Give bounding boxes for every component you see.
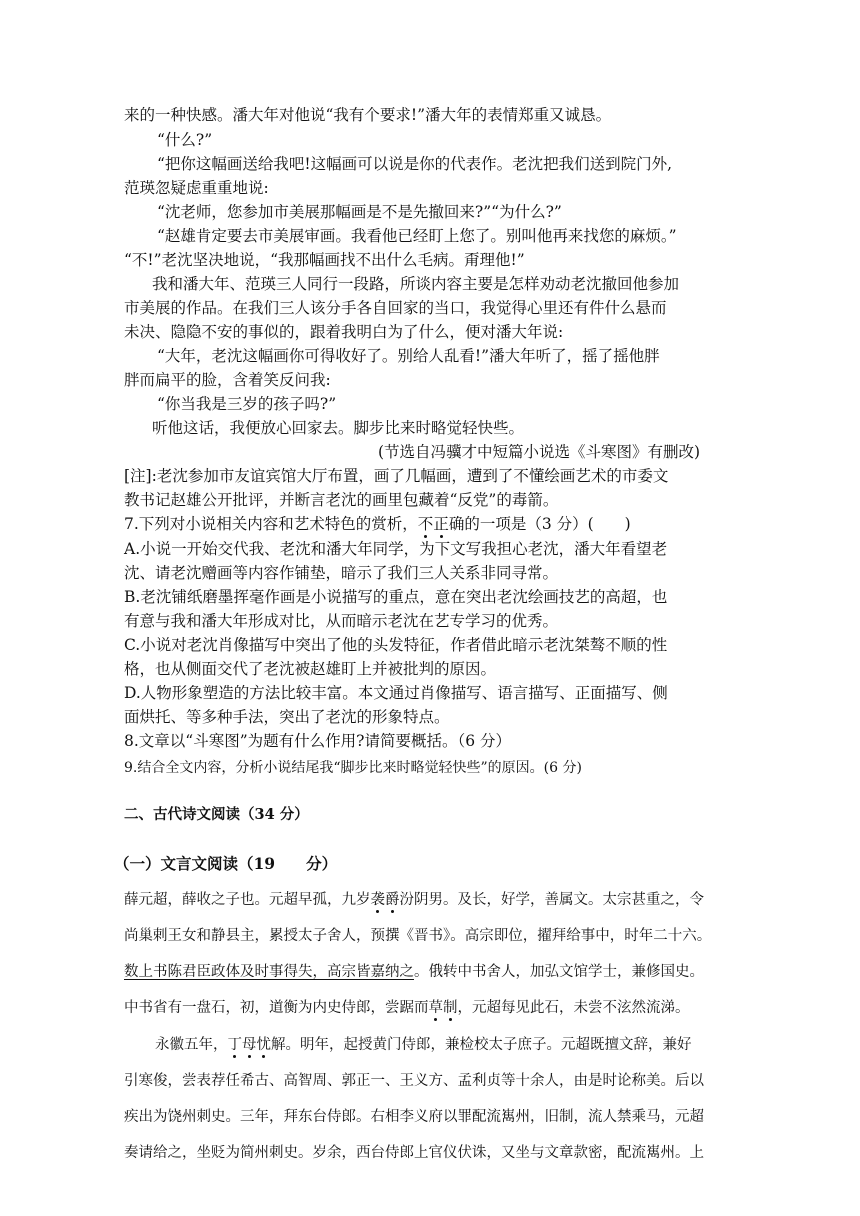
story-line: 市美展的作品。在我们三人该分手各自回家的当口，我觉得心里还有件什么悬而: [124, 299, 667, 317]
story-line: “不!”老沈坚决地说，“我那幅画找不出什么毛病。甭理他!”: [124, 251, 525, 269]
story-line: “沈老师，您参加市美展那幅画是不是先撤回来?”“为什么?”: [157, 203, 562, 221]
story-line: “赵雄肯定要去市美展审画。我看他已经盯上您了。别叫他再来找您的麻烦。”: [157, 227, 677, 245]
classical-line: 疾出为饶州刺史。三年，拜东台侍郎。右相李义府以罪配流嶲州，旧制，流人禁乘马，元超: [124, 1109, 704, 1125]
subsection-heading: （一）文言文阅读（19 分）: [114, 854, 338, 873]
story-line: 胖而扁平的脸，含着笑反问我:: [124, 371, 331, 389]
question-7-option: A.小说一开始交代我、老沈和潘大年同学，为下文写我担心老沈，潘大年看望老: [124, 540, 668, 558]
question-7-option: C.小说对老沈肖像描写中突出了他的头发特征，作者借此暗示老沈桀骜不顺的性: [124, 636, 668, 654]
classical-line: 尚巢剌王女和静县主，累授太子舍人，预撰《晋书》。高宗即位，擢拜给事中，时年二十六。: [124, 928, 712, 944]
story-line: 来的一种快感。潘大年对他说“我有个要求!”潘大年的表情郑重又诚恳。: [124, 106, 612, 124]
emphasis-dot-char: 爵: [385, 892, 400, 908]
question-7-option: 格，也从侧面交代了老沈被赵雄盯上并被批判的原因。: [124, 660, 497, 678]
classical-line: 中书省有一盘石，初，道衡为内史侍郎，尝踞而草制，元超每见此石，未尝不泫然流涕。: [124, 1000, 690, 1016]
story-note: [注]:老沈参加市友谊宾馆大厅布置，画了几幅画，遭到了不懂绘画艺术的市委文: [124, 467, 669, 485]
story-line: “什么?”: [157, 131, 213, 149]
emphasis-dot-char: 草: [428, 1000, 443, 1016]
story-line: 听他这话，我便放心回家去。脚步比来时略觉轻快些。: [152, 419, 525, 437]
story-note: 教书记赵雄公开批评，并断言老沈的画里包藏着“反党”的毒箭。: [124, 491, 559, 509]
story-line: 未决、隐隐不安的事似的，跟着我明白为了什么，便对潘大年说:: [124, 323, 564, 341]
classical-line: 奏请给之，坐贬为简州刺史。岁余，西台侍郎上官仪伏诛，又坐与文章款密，配流嶲州。上: [124, 1145, 704, 1161]
emphasis-dot-char: 不: [417, 515, 434, 533]
question-7-option: 沈、请老沈赠画等内容作铺垫，暗示了我们三人关系非同寻常。: [124, 564, 559, 582]
question-7-option: 面烘托、等多种手法，突出了老沈的形象特点。: [124, 708, 450, 726]
emphasis-dot-char: 袭: [370, 892, 385, 908]
section-heading: 二、古代诗文阅读（34 分）: [124, 806, 309, 823]
emphasis-dot-char: 母: [242, 1037, 257, 1053]
underlined-sentence: 数上书陈君臣政体及时事得失，高宗皆嘉纳之: [124, 964, 414, 980]
emphasis-dot-char: 忧: [256, 1037, 271, 1053]
question-7-stem: 7.下列对小说相关内容和艺术特色的赏析，不正确的一项是（3 分）( ): [124, 515, 631, 533]
story-line: “你当我是三岁的孩子吗?”: [157, 395, 337, 413]
classical-line: 数上书陈君臣政体及时事得失，高宗皆嘉纳之。俄转中书舍人，加弘文馆学士，兼修国史。: [124, 964, 704, 980]
story-line: “大年，老沈这幅画你可得收好了。别给人乱看!”潘大年听了，摇了摇他胖: [157, 347, 660, 365]
classical-line: 永徽五年，丁母忧解。明年，起授黄门侍郎，兼检校太子庶子。元超既擅文辞，兼好: [155, 1037, 692, 1053]
story-line: “把你这幅画送给我吧!这幅画可以说是你的代表作。老沈把我们送到院门外,: [157, 155, 673, 173]
story-source: (节选自冯骥才中短篇小说选《斗寒图》有删改): [378, 443, 701, 461]
question-7-option: B.老沈铺纸磨墨挥毫作画是小说描写的重点，意在突出老沈绘画技艺的高超，也: [124, 588, 668, 606]
emphasis-dot-char: 制: [443, 1000, 458, 1016]
question-7-option: 有意与我和潘大年形成对比，从而暗示老沈在艺专学习的优秀。: [124, 612, 559, 630]
classical-line: 薛元超，薛收之子也。元超早孤，九岁袭爵汾阴男。及长，好学，善属文。太宗甚重之，令: [124, 892, 704, 908]
classical-line: 引寒俊，尝表荐任希古、高智周、郭正一、王义方、孟利贞等十余人，由是时论称美。后以: [124, 1073, 704, 1089]
story-line: 我和潘大年、范瑛三人同行一段路，所谈内容主要是怎样劝动老沈撤回他参加: [152, 275, 680, 293]
story-line: 范瑛忽疑虑重重地说:: [124, 179, 269, 197]
emphasis-dot-char: 丁: [227, 1037, 242, 1053]
emphasis-dot-char: 正: [433, 515, 449, 533]
question-9: 9.结合全文内容，分析小说结尾我“脚步比来时略觉轻快些”的原因。(6 分): [124, 760, 582, 776]
question-8: 8.文章以“斗寒图”为题有什么作用?请简要概括。（6 分）: [124, 732, 511, 750]
question-7-option: D.人物形象塑造的方法比较丰富。本文通过肖像描写、语言描写、正面描写、侧: [124, 684, 668, 702]
